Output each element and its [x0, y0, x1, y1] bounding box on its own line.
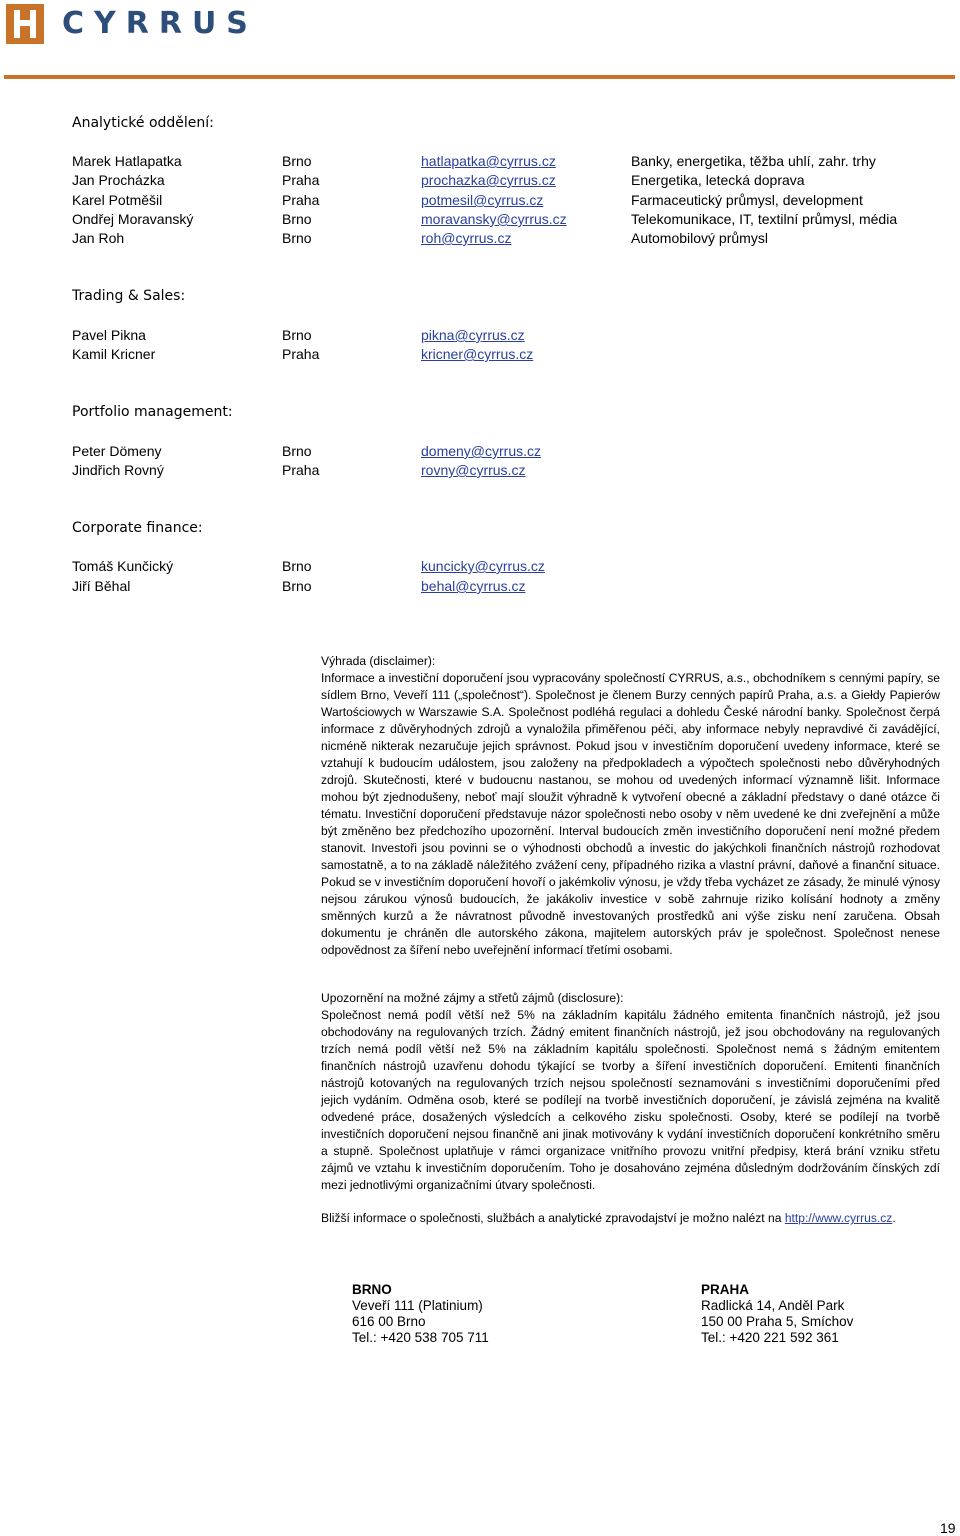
office-brno: [352, 1282, 489, 1346]
contact-name: Jan Procházka: [72, 172, 165, 188]
section-title-trading: Trading & Sales:: [72, 288, 186, 304]
contact-sector: Energetika, letecká doprava: [631, 172, 805, 188]
office-zip: 616 00 Brno: [352, 1314, 426, 1329]
contact-city: Brno: [282, 153, 312, 169]
contact-email-link[interactable]: hatlapatka@cyrrus.cz: [421, 153, 556, 169]
page-number: 19: [940, 1520, 956, 1536]
contact-city: Praha: [282, 346, 320, 362]
contact-name: Pavel Pikna: [72, 327, 146, 343]
contact-name: Jindřich Rovný: [72, 462, 164, 478]
logo-mark-icon: [6, 4, 44, 44]
section-title-portfolio: Portfolio management:: [72, 404, 233, 420]
office-city: BRNO: [352, 1282, 392, 1297]
contact-name: Jan Roh: [72, 230, 125, 246]
contact-city: Praha: [282, 172, 320, 188]
contact-sector: Farmaceutický průmysl, development: [631, 192, 863, 208]
contact-email-link[interactable]: roh@cyrrus.cz: [421, 230, 512, 246]
office-praha: [701, 1282, 853, 1346]
contact-email-link[interactable]: kuncicky@cyrrus.cz: [421, 558, 545, 574]
contact-city: Brno: [282, 558, 312, 574]
logo-text: CYRRUS: [62, 6, 258, 41]
contact-name: Karel Potměšil: [72, 192, 163, 208]
contact-city: Brno: [282, 443, 312, 459]
contact-city: Brno: [282, 578, 312, 594]
contact-email-link[interactable]: prochazka@cyrrus.cz: [421, 172, 556, 188]
office-city: PRAHA: [701, 1282, 750, 1297]
contact-sector: Telekomunikace, IT, textilní průmysl, média: [631, 211, 898, 227]
more-info-block: [321, 1210, 940, 1227]
contact-email-link[interactable]: kricner@cyrrus.cz: [421, 346, 534, 362]
disclosure-heading: Upozornění na možné zájmy a střetů zájmů (disclosure):: [321, 991, 624, 1005]
contact-city: Praha: [282, 192, 320, 208]
contact-sector: Banky, energetika, těžba uhlí, zahr. trhy: [631, 153, 876, 169]
contact-email-link[interactable]: pikna@cyrrus.cz: [421, 327, 525, 343]
contact-email-link[interactable]: moravansky@cyrrus.cz: [421, 211, 567, 227]
disclaimer-block: [321, 653, 940, 959]
header-divider: [4, 75, 955, 79]
contact-city: Praha: [282, 462, 320, 478]
contact-sector: Automobilový průmysl: [631, 230, 768, 246]
contact-name: Ondřej Moravanský: [72, 211, 194, 227]
office-phone: Tel.: +420 538 705 711: [352, 1330, 489, 1345]
contact-city: Brno: [282, 211, 312, 227]
contact-name: Jiří Běhal: [72, 578, 131, 594]
office-street: Veveří 111 (Platinium): [352, 1298, 483, 1313]
contact-email-link[interactable]: rovny@cyrrus.cz: [421, 462, 526, 478]
disclosure-text: Společnost nemá podíl větší než 5% na základním kapitálu žádného emitenta finančních nástrojů, jež jsou obchodovány na regulovaných trzích. Žádný emitent finančních nástrojů, jež jsou obchodovány na regulovaných trzích nemá podíl větší než 5% na základním kapitálu společnosti. Společnost nemá s žádným emitentem finančních nástrojů uzavřenu dohodu týkající se tvorby a šíření investičních doporučení. Emitenti finančních nástrojů kotovaných na regulovaných trzích nejsou společností seznamováni s investičními doporučeními před jejich vydáním. Odměna osob, které se podílejí na tvorbě investičních doporučení, je závislá zejména na kvalitě odvedené práce, dosažených výsledcích a celkového zisku společnosti. Osoby, které se podílejí na tvorbě investičních doporučení nejsou finančně ani jinak motivovány k vydání investičních doporučení konkrétního směru a stupně. Společnost uplatňuje v rámci organizace vnitřního provozu vnitřní předpisy, která brání vzniku střetu zájmů ve vztahu k investičním doporučením. Toho je dosahováno zejména důsledným dodržováním čínských zdí mezi jednotlivými organizačními útvary společnosti.: [321, 1008, 940, 1192]
contact-name: Tomáš Kunčický: [72, 558, 174, 574]
more-info-text: Bližší informace o společnosti, službách a analytické zpravodajství je možno nalézt na: [321, 1211, 785, 1225]
contact-email-link[interactable]: domeny@cyrrus.cz: [421, 443, 542, 459]
contact-email-link[interactable]: behal@cyrrus.cz: [421, 578, 526, 594]
disclaimer-heading: Výhrada (disclaimer):: [321, 654, 436, 668]
contact-name: Peter Dömeny: [72, 443, 162, 459]
office-phone: Tel.: +420 221 592 361: [701, 1330, 839, 1345]
contact-name: Marek Hatlapatka: [72, 153, 182, 169]
contact-email-link[interactable]: potmesil@cyrrus.cz: [421, 192, 544, 208]
office-zip: 150 00 Praha 5, Smíchov: [701, 1314, 854, 1329]
website-link[interactable]: http://www.cyrrus.cz: [784, 1211, 893, 1225]
contact-city: Brno: [282, 230, 312, 246]
section-title-corporate: Corporate finance:: [72, 520, 203, 536]
contact-city: Brno: [282, 327, 312, 343]
more-info-suffix: .: [892, 1211, 896, 1225]
disclaimer-text: Informace a investiční doporučení jsou vypracovány společností CYRRUS, a.s., obchodníkem s cennými papíry, se sídlem Brno, Veveří 111 („společnost“). Společnost je členem Burzy cenných papírů Praha, a.s. a Giełdy Papierów Wartościowych w Warszawie S.A. Společnost podléhá regulaci a dohledu České národní banky. Společnost čerpá informace z důvěryhodných zdrojů a vynaložila přiměřenou péči, aby informace nebyly nepravdivé či zavádějící, nicméně nikterak nezaručuje jejich správnost. Pokud jsou v investičním doporučení uvedeny informace, které se vztahují k budoucím událostem, jsou založeny na předpokladech a výpočtech společnosti nebo důvěryhodných zdrojů. Skutečnosti, které v budoucnu nastanou, se mohou od uvedených informací významně lišit. Informace mohou být zjednodušeny, neboť mají sloužit výhradně k vytvoření obecné a základní představy o dané otázce či tématu. Investiční doporučení představuje názor společnosti nebo osoby v něm uvedené ke dni zveřejnění a může být změněno bez předchozího upozornění. Interval budoucích změn investičního doporučení není možné předem stanovit. Investoři jsou povinni se o výhodnosti obchodů a investic do jakýchkoli finančních nástrojů rozhodovat samostatně, a to na základě náležitého zvážení ceny, případného rizika a vlastní právní, daňové a finanční situace. Pokud se v investičním doporučení hovoří o jakémkoliv výnosu, je vždy třeba vycházet ze zásady, že minulé výnosy nejsou zárukou výnosů budoucích, že jakákoliv investice v sobě zahrnuje riziko kolísání hodnoty a změny směnných kurzů a že návratnost původně investovaných prostředků ani výše zisku není zaručena. Obsah dokumentu je chráněn dle autorského zákona, majitelem autorských práv je společnost. Společnost nenese odpovědnost za šíření nebo uveřejnění informací třetími osobami.: [321, 671, 940, 957]
office-street: Radlická 14, Anděl Park: [701, 1298, 845, 1313]
section-title-analytics: Analytické oddělení:: [72, 115, 214, 131]
contact-name: Kamil Kricner: [72, 346, 156, 362]
disclosure-block: [321, 990, 940, 1194]
